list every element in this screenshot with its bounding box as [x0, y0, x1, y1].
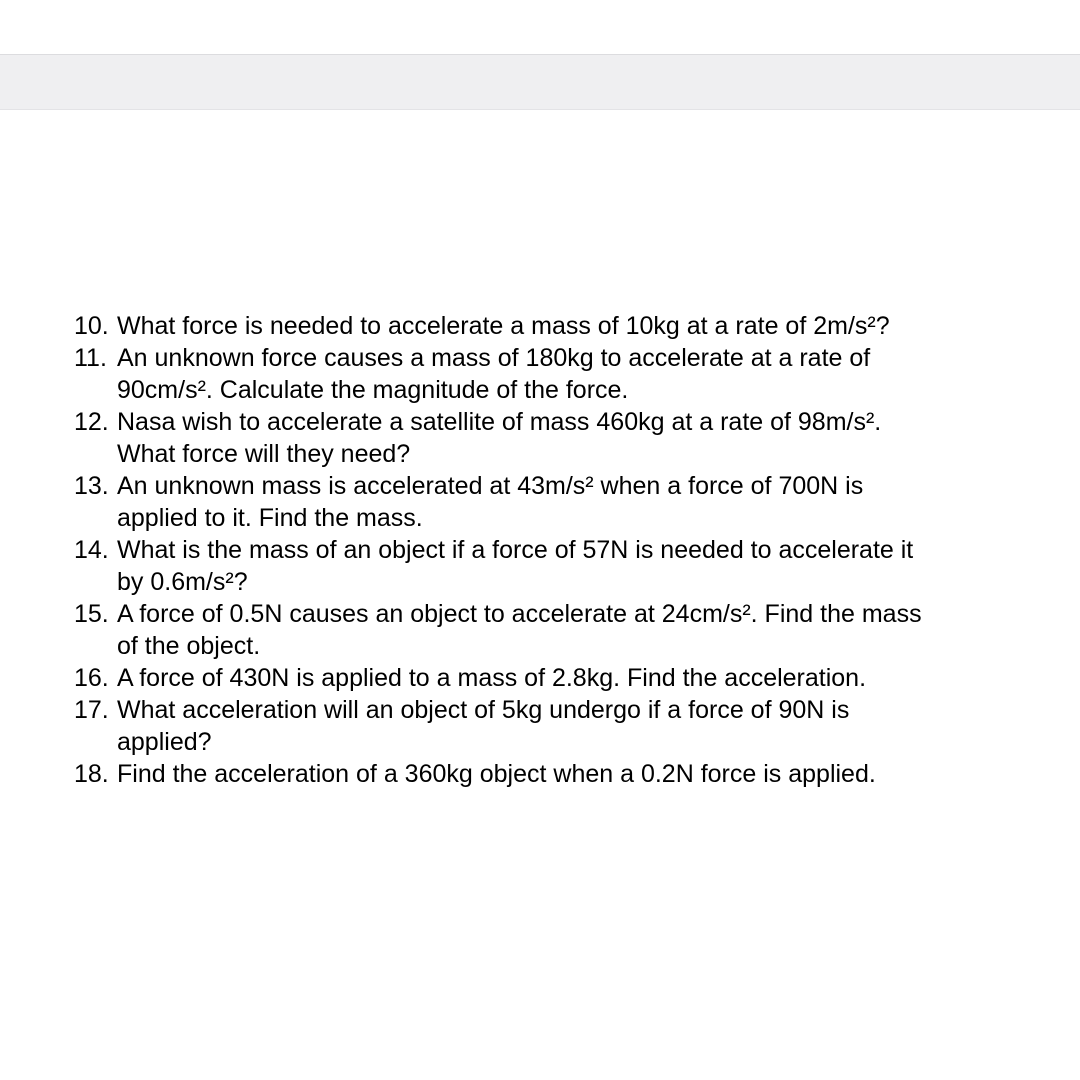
- question-text-continued: applied?: [117, 728, 212, 756]
- question-text: A force of 430N is applied to a mass of 2.8kg. Find the acceleration.: [117, 664, 867, 692]
- question-number: 18.: [74, 760, 109, 788]
- question-text: What force is needed to accelerate a mass of 10kg at a rate of 2m/s²?: [117, 312, 890, 340]
- question-text: What is the mass of an object if a force of 57N is needed to accelerate it: [117, 536, 914, 564]
- question-item: [74, 342, 1034, 406]
- question-text: Find the acceleration of a 360kg object when a 0.2N force is applied.: [117, 760, 876, 788]
- question-item: [74, 470, 1034, 534]
- question-item: [74, 758, 1034, 790]
- question-text-continued: What force will they need?: [117, 440, 411, 468]
- question-text: A force of 0.5N causes an object to accelerate at 24cm/s². Find the mass: [117, 600, 922, 628]
- top-margin: [0, 0, 1080, 54]
- question-item: [74, 662, 1034, 694]
- question-text: An unknown mass is accelerated at 43m/s² when a force of 700N is: [117, 472, 864, 500]
- question-item: [74, 310, 1034, 342]
- question-number: 10.: [74, 312, 109, 340]
- question-number: 13.: [74, 472, 109, 500]
- question-number: 17.: [74, 696, 109, 724]
- question-number: 14.: [74, 536, 109, 564]
- question-text-continued: 90cm/s². Calculate the magnitude of the force.: [117, 376, 629, 404]
- question-number: 15.: [74, 600, 109, 628]
- question-text-continued: applied to it. Find the mass.: [117, 504, 423, 532]
- question-number: 16.: [74, 664, 109, 692]
- question-item: [74, 598, 1034, 662]
- question-text: Nasa wish to accelerate a satellite of mass 460kg at a rate of 98m/s².: [117, 408, 882, 436]
- toolbar-strip: [0, 54, 1080, 110]
- question-text: An unknown force causes a mass of 180kg to accelerate at a rate of: [117, 344, 871, 372]
- question-item: [74, 694, 1034, 758]
- question-number: 11.: [74, 344, 107, 372]
- question-number: 12.: [74, 408, 109, 436]
- question-list: [74, 310, 1034, 790]
- question-text-continued: of the object.: [117, 632, 261, 660]
- question-item: [74, 406, 1034, 470]
- question-text-continued: by 0.6m/s²?: [117, 568, 248, 596]
- question-item: [74, 534, 1034, 598]
- question-text: What acceleration will an object of 5kg undergo if a force of 90N is: [117, 696, 850, 724]
